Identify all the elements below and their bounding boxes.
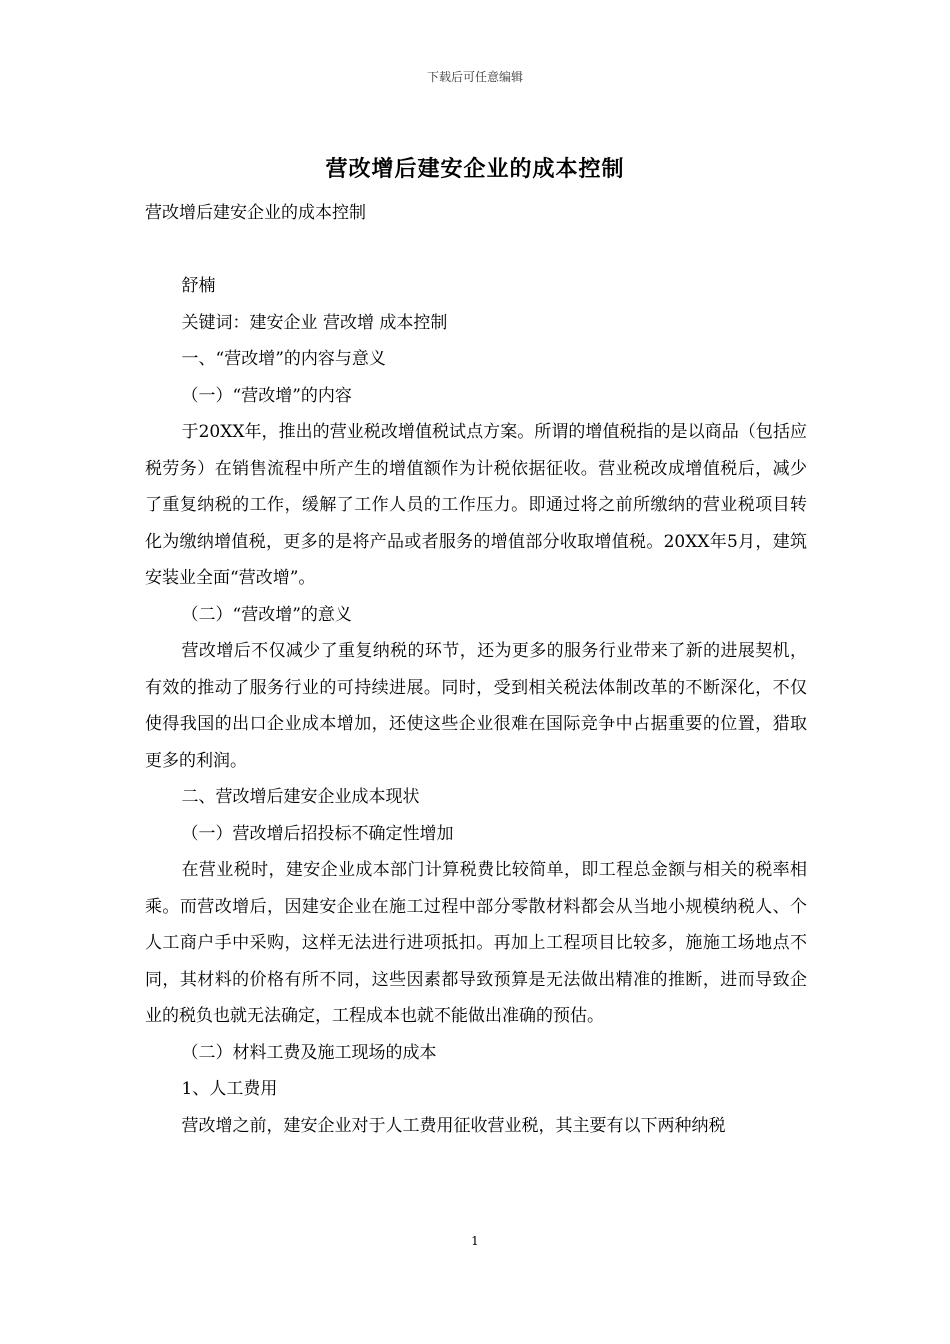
paragraph: 于20XX年，推出的营业税改增值税试点方案。所谓的增值税指的是以商品（包括应税劳务）在销售流程中所产生的增值额作为计税依据征收。营业税改成增值税后，减少了重复纳税的工作，缓解了工作人员的工作压力。即通过将之前所缴纳的营业税项目转化为缴纳增值税，更多的是将产品或者服务的增值部分收取增值税。20XX年5月，建筑安装业全面“营改增”。 [145, 422, 807, 588]
subtitle: 营改增后建安企业的成本控制 [145, 203, 366, 223]
author: 舒楠 [181, 276, 216, 296]
subsection-heading: （二）材料工费及施工现场的成本 [181, 1042, 437, 1063]
paragraph: 营改增后不仅减少了重复纳税的环节，还为更多的服务行业带来了新的进展契机，有效的推动了服务行业的可持续进展。同时，受到相关税法体制改革的不断深化，不仅使得我国的出口企业成本增加，还使这些企业很难在国际竞争中占据重要的位置，猎取更多的利润。 [145, 641, 807, 771]
document-body [145, 195, 807, 1144]
subsection-heading: （一）营改增后招投标不确定性增加 [181, 823, 454, 844]
header-note: 下载后可任意编辑 [426, 70, 523, 84]
subsection-heading: （二）“营改增”的意义 [181, 604, 352, 625]
section-heading: 一、“营改增”的内容与意义 [181, 349, 386, 369]
page-number: 1 [471, 1234, 479, 1248]
paragraph: 营改增之前，建安企业对于人工费用征收营业税，其主要有以下两种纳税 [181, 1115, 726, 1136]
blank-line [145, 232, 807, 269]
paragraph: 在营业税时，建安企业成本部门计算税费比较简单，即工程总金额与相关的税率相乘。而营改增后，因建安企业在施工过程中部分零散材料都会从当地小规模纳税人、个人工商户手中采购，这样无法进行进项抵扣。再加上工程项目比较多，施施工场地点不同，其材料的价格有所不同，这些因素都导致预算是无法做出精准的推断，进而导致企业的税负也就无法确定，工程成本也就不能做出准确的预估。 [145, 860, 807, 1026]
section-heading: 二、营改增后建安企业成本现状 [181, 787, 420, 807]
subsubsection-heading: 1、人工费用 [181, 1079, 278, 1099]
subsection-heading: （一）“营改增”的内容 [181, 385, 352, 406]
page-title: 营改增后建安企业的成本控制 [325, 156, 625, 182]
keywords: 关键词：建安企业 营改增 成本控制 [181, 312, 448, 333]
